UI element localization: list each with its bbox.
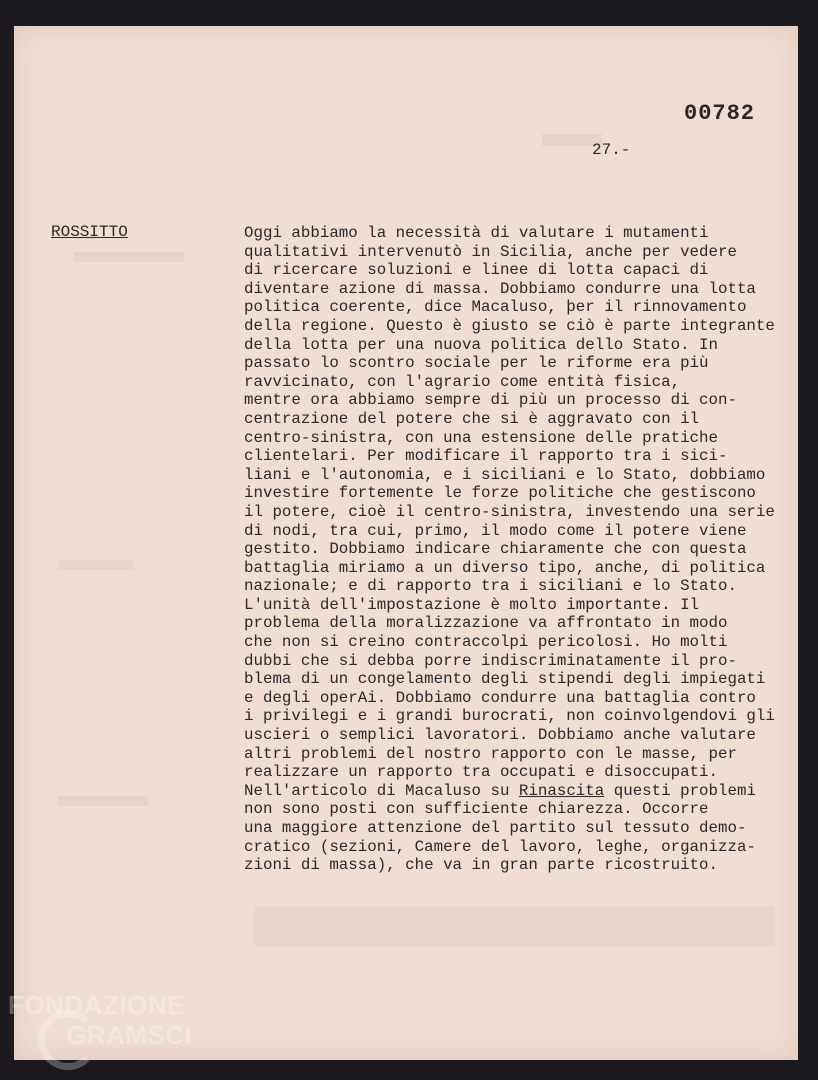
text-line: il potere, cioè il centro-sinistra, investendo una serie: [244, 502, 775, 521]
text-line: blema di un congelamento degli stipendi degli impiegati: [244, 670, 766, 689]
text-line: battaglia miriamo a un diverso tipo, anche, di politica: [244, 558, 766, 577]
bleed-through-mark: [58, 560, 134, 570]
text-line: dubbi che si debba porre indiscriminatamente il pro-: [244, 651, 737, 670]
text-line: della lotta per una nuova politica dello Stato. In: [244, 335, 718, 354]
document-page: [14, 26, 798, 1060]
text-line: i privilegi e i grandi burocrati, non coinvolgendovi gli: [244, 707, 775, 726]
watermark-line-1: FONDAZIONE: [8, 990, 185, 1020]
text-segment: questi problemi: [604, 781, 756, 800]
text-line: ravvicinato, con l'agrario come entità fisica,: [244, 372, 681, 391]
text-line: problema della moralizzazione va affrontato in modo: [244, 614, 728, 633]
bleed-through-mark: [74, 252, 184, 262]
text-line: politica coerente, dice Macaluso, þer il rinnovamento: [244, 298, 747, 317]
text-line: clientelari. Per modificare il rapporto tra i sici-: [244, 447, 728, 466]
watermark-line-2: GRAMSCI: [66, 1020, 193, 1050]
text-line: che non si creino contraccolpi pericolosi. Ho molti: [244, 633, 728, 652]
text-line: di nodi, tra cui, primo, il modo come il potere viene: [244, 521, 747, 540]
text-line: cratico (sezioni, Camere del lavoro, leghe, organizza-: [244, 837, 756, 856]
document-number: 00782: [684, 101, 756, 126]
text-segment: Nell'articolo di Macaluso su: [244, 781, 519, 800]
page-number: 27.-: [592, 141, 631, 159]
text-line: Oggi abbiamo la necessità di valutare i mutamenti: [244, 224, 709, 242]
text-line: realizzare un rapporto tra occupati e disoccupati.: [244, 763, 718, 782]
text-line: investire fortemente le forze politiche che gestiscono: [244, 484, 756, 503]
text-line: qualitativi intervenutò in Sicilia, anche per vedere: [244, 242, 737, 261]
speech-text: [244, 224, 789, 875]
text-line: e degli operAi. Dobbiamo condurre una battaglia contro: [244, 688, 756, 707]
text-line: di ricercare soluzioni e linee di lotta capaci di: [244, 261, 709, 280]
text-line: centrazione del potere che si è aggravato con il: [244, 409, 700, 428]
text-line: L'unità dell'impostazione è molto importante. Il: [244, 595, 700, 614]
text-line: gestito. Dobbiamo indicare chiaramente che con questa: [244, 540, 747, 559]
text-line: non sono posti con sufficiente chiarezza. Occorre: [244, 800, 709, 819]
text-line: centro-sinistra, con una estensione delle pratiche: [244, 428, 718, 447]
text-line: zioni di massa), che va in gran parte ricostruito.: [244, 856, 718, 875]
text-line: mentre ora abbiamo sempre di più un processo di con-: [244, 391, 737, 410]
text-line: una maggiore attenzione del partito sul tessuto demo-: [244, 819, 747, 837]
text-line: diventare azione di massa. Dobbiamo condurre una lotta: [244, 279, 756, 298]
text-line: liani e l'autonomia, e i siciliani e lo Stato, dobbiamo: [244, 465, 766, 484]
text-line: altri problemi del nostro rapporto con le masse, per: [244, 744, 737, 763]
text-line-rinascita: [244, 782, 789, 801]
rinascita-title: Rinascita: [518, 781, 605, 800]
text-line: uscieri o semplici lavoratori. Dobbiamo anche valutare: [244, 726, 756, 745]
text-line: della regione. Questo è giusto se ciò è parte integrante: [244, 316, 775, 335]
bleed-through-mark: [254, 906, 774, 946]
text-line: passato lo scontro sociale per le riforme era più: [244, 354, 709, 373]
text-line: nazionale; e di rapporto tra i siciliani e lo Stato.: [244, 577, 737, 596]
bleed-through-mark: [58, 796, 148, 806]
speaker-name: ROSSITTO: [51, 223, 128, 241]
fondazione-gramsci-watermark: [8, 990, 208, 1070]
